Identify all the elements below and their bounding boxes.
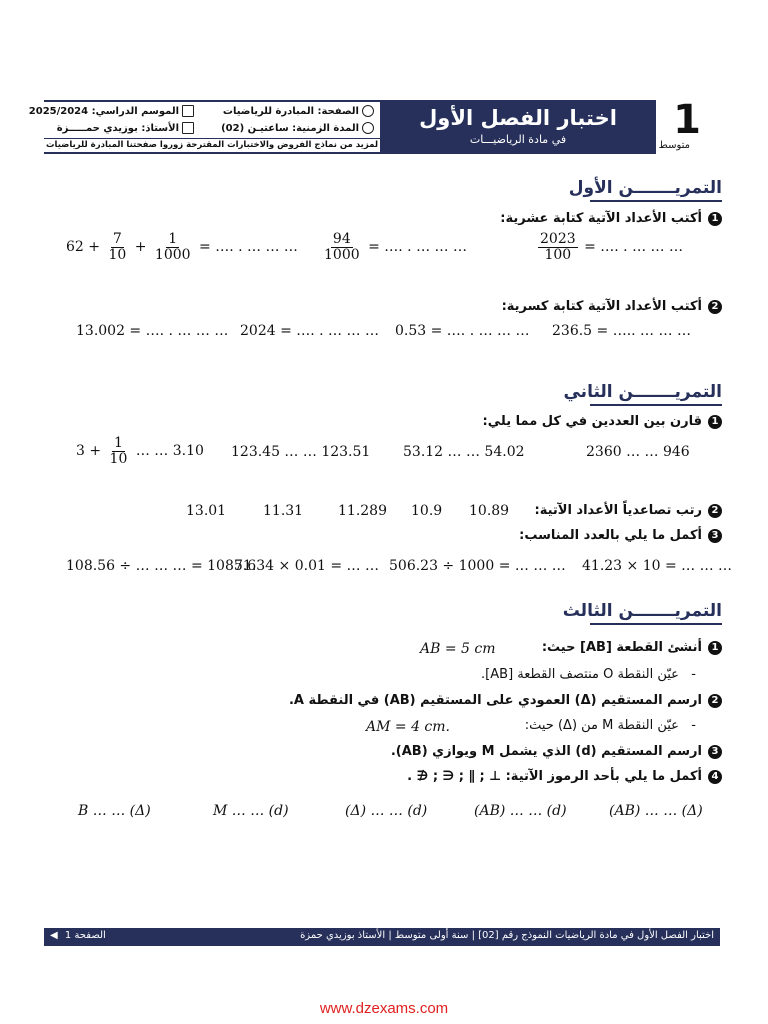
fill-item: 41.23 × 10 = … … … [582, 558, 733, 574]
footer-page: ◀ الصفحة 1 [50, 930, 106, 941]
clock-icon [362, 122, 374, 134]
ex1-question-1: 1أكتب الأعداد الآتية كتابة عشرية: [500, 211, 722, 226]
relation-item: B … … (Δ) [78, 803, 151, 819]
order-value: 10.89 [469, 503, 510, 519]
ex3-q2-math: AM = 4 cm. [366, 719, 450, 735]
duration-info: المدة الزمنية: ساعتيـن (02) [221, 122, 374, 134]
ex2-question-1: 1قارن بين العددين في كل مما يلي: [483, 414, 722, 429]
order-value: 10.9 [411, 503, 443, 519]
globe-icon [362, 105, 374, 117]
level-number: 1 [673, 97, 701, 143]
number-badge-2: 2 [708, 694, 722, 708]
number-badge-1: 1 [708, 641, 722, 655]
fill-item: 506.23 ÷ 1000 = … … … [389, 558, 566, 574]
relation-item: (Δ) … … (d) [345, 803, 428, 819]
ex1-question-2: 2أكتب الأعداد الآتية كتابة كسرية: [502, 299, 722, 314]
ex3-question-4: 4أكمل ما يلي بأحد الرموز الآتية: ⊥ ; ∥ ; ∈ ; ∉ . [407, 769, 722, 784]
ex1-q2-item: 2024 = …. . … … … [240, 323, 379, 339]
level-label: متوسط [658, 140, 690, 151]
order-value: 13.01 [186, 503, 227, 519]
number-badge-4: 4 [708, 770, 722, 784]
calendar-icon [182, 105, 194, 117]
ex3-question-1: 1أنشئ القطعة [AB] حيث: [542, 640, 722, 655]
ex1-item-frac2: $\frac{94}{1000}$ = …. . … … … [324, 231, 467, 263]
number-badge-1: 1 [708, 415, 722, 429]
relation-item: (AB) … … (Δ) [609, 803, 703, 819]
info-block [28, 100, 380, 154]
exercise-3-title: التمريـــــــن الثالث [562, 601, 722, 621]
number-badge-3: 3 [708, 529, 722, 543]
fill-item: 108.56 ÷ … … … = 1085.6 [66, 558, 257, 574]
level-box [656, 97, 718, 154]
fill-item: 71.34 × 0.01 = … … [234, 558, 379, 574]
number-badge-2: 2 [708, 504, 722, 518]
number-badge-2: 2 [708, 300, 722, 314]
exercise-3-underline [590, 623, 722, 625]
relation-item: M … … (d) [213, 803, 289, 819]
header [28, 97, 718, 154]
ex3-question-3: 3ارسم المستقيم (d) الذي يشمل M ويوازي (AB). [391, 744, 722, 759]
ex1-item-sum: 62 + $\frac{7}{10}$ + $\frac{1}{1000}$ = …. . … … … [66, 231, 298, 263]
teacher-icon [182, 122, 194, 134]
season-info: الموسم الدراسي: 2025/2024 [29, 105, 194, 117]
title-band [380, 100, 656, 154]
number-badge-1: 1 [708, 212, 722, 226]
ex3-question-2: 2ارسم المستقيم (Δ) العمودي على المستقيم (AB) في النقطة A. [289, 693, 722, 708]
ex2-cmp-item: 2360 … … 946 [586, 444, 690, 460]
header-note: لمزيد من نماذج الفروض والاختبارات المقترحة زوروا صفحتنا المبادرة للرياضيات [45, 140, 379, 150]
ex3-q1-sub: - عيّن النقطة O منتصف القطعة [AB]. [481, 667, 696, 682]
ex1-item-frac1: $\frac{2023}{100}$ = …. . … … … [540, 231, 683, 263]
exercise-1-underline [590, 200, 722, 202]
exercise-2-underline [590, 404, 722, 406]
teacher-info: الأستاذ: بوزيدي حمـــــزة [57, 122, 194, 134]
ex2-question-2: 2رتب تصاعدياً الأعداد الآتية: [535, 503, 723, 518]
number-badge-3: 3 [708, 745, 722, 759]
footer-text: اختبار الفصل الأول في مادة الرياضيات النموذج رقم [02] | سنة أولى متوسط | الأستاذ بوزيدي حمزة [300, 930, 714, 941]
exercise-2-title: التمريـــــــن الثاني [563, 382, 722, 402]
relation-item: (AB) … … (d) [474, 803, 567, 819]
ex3-q2-sub: - عيّن النقطة M من (Δ) حيث: [524, 718, 696, 733]
ex2-cmp-item: 123.45 … … 123.51 [231, 444, 371, 460]
order-value: 11.31 [263, 503, 304, 519]
ex2-question-3: 3أكمل ما يلي بالعدد المناسب: [519, 528, 722, 543]
exercise-1-title: التمريـــــــن الأول [568, 178, 722, 198]
ex1-q2-item: 0.53 = …. . … … … [395, 323, 530, 339]
footer-bar [44, 928, 720, 946]
play-icon: ◀ [50, 930, 58, 941]
ex3-q1-math: AB = 5 cm [420, 641, 496, 657]
watermark-link[interactable]: www.dzexams.com [319, 1000, 449, 1017]
ex2-cmp-item: 3 + $\frac{1}{10}$ … … 3.10 [76, 435, 204, 467]
page-info: الصفحة: المبادرة للرياضيات [223, 105, 374, 117]
page-subtitle: في مادة الرياضيـــات [469, 133, 567, 146]
order-value: 11.289 [338, 503, 387, 519]
ex1-q2-item: 13.002 = …. . … … … [76, 323, 229, 339]
ex1-q2-item: 236.5 = ….. … … … [552, 323, 691, 339]
page-title: اختبار الفصل الأول [419, 106, 617, 130]
ex2-cmp-item: 53.12 … … 54.02 [403, 444, 525, 460]
